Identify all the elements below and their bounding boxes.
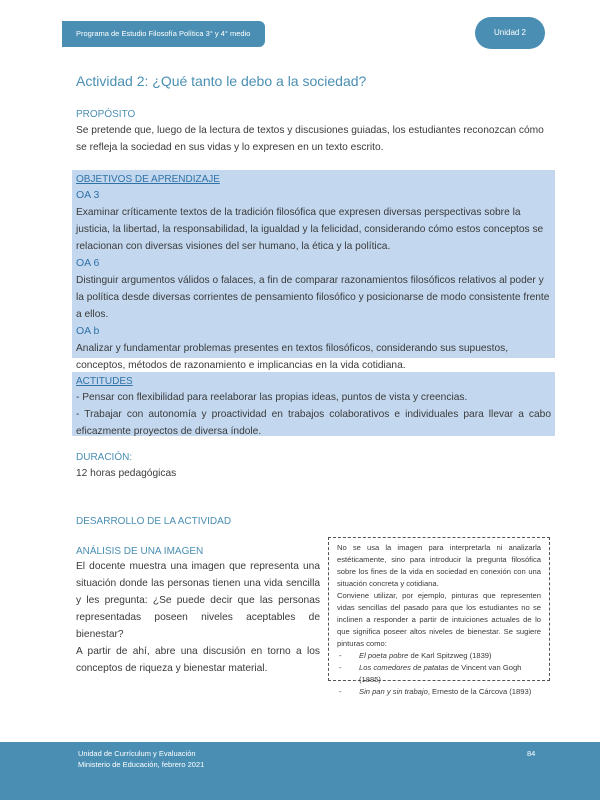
activity-title: Actividad 2: ¿Qué tanto le debo a la sociedad? [76,73,367,89]
painting-author: de Vincent van Gogh (1885) [359,663,522,684]
purpose-text: Se pretende que, luego de la lectura de textos y discusiones guiadas, los estudiantes reconozcan cómo se refleja la sociedad en sus vidas y lo expresen en un texto escrito. [76,125,544,153]
painting-item [337,650,541,662]
oa-text: Analizar y fundamentar problemas presentes en textos filosóficos, considerando sus supuestos, conceptos, métodos de razonamiento e implicancias en la vida cotidiana. [76,343,509,371]
teacher-note [328,537,550,696]
attitude-item: - Pensar con flexibilidad para reelaborar las propias ideas, puntos de vista y creencias. [76,392,468,403]
attitudes-box [72,372,555,436]
oa-code: OA b [76,325,100,337]
painting-title: Sin pan y sin trabajo [359,687,428,696]
oa-text: Distinguir argumentos válidos o falaces, a fin de comparar razonamientos filosóficos relativos al poder y la política desde diversas corrientes de pensamiento filosófico y posicionarse de modo consistente frente a ellos. [76,275,550,320]
painting-item [337,686,541,698]
painting-author: , Ernesto de la Cárcova (1893) [427,687,532,696]
program-banner: Programa de Estudio Filosofía Política 3° y 4° medio [62,21,265,47]
oa-text: Examinar críticamente textos de la tradición filosófica que expresen diversas perspectivas sobre la justicia, la libertad, la responsabilidad, la igualdad y la felicidad, considerando cómo estos conceptos se relacionan con diversas visiones del ser humano, la ética y la política. [76,207,544,252]
development-paragraph: El docente muestra una imagen que representa una situación donde las personas tienen una vida sencilla y les pregunta: ¿Se puede decir que las personas representadas poseen niveles aceptables de bienestar? [76,561,320,640]
purpose-heading: PROPÓSITO [76,109,136,120]
footer-ministry: Ministerio de Educación, febrero 2021 [78,760,205,769]
development-paragraph: A partir de ahí, abre una discusión en torno a los conceptos de riqueza y bienestar material. [76,646,320,674]
footer-unit: Unidad de Currículum y Evaluación [78,749,196,758]
oa-code: OA 6 [76,257,100,269]
development-heading: DESARROLLO DE LA ACTIVIDAD [76,516,232,527]
painting-item [337,662,541,686]
development-text [76,558,320,677]
image-analysis-heading: ANÁLISIS DE UNA IMAGEN [76,546,204,557]
note-paragraph: No se usa la imagen para interpretarla ni analizarla estéticamente, sino para introducir la pregunta filosófica sobre los fines de la vida en sociedad en conexión con una situación concreta y cotidiana. [337,543,541,588]
paintings-list [337,650,541,698]
painting-title: El poeta pobre [359,651,409,660]
painting-title: Los comedores de patatas [359,663,449,672]
duration-text: 12 horas pedagógicas [76,468,177,479]
painting-author: de Karl Spitzweg (1839) [408,651,492,660]
objectives-heading: OBJETIVOS DE APRENDIZAJE [76,174,220,185]
duration-heading: DURACIÓN: [76,452,133,463]
page-footer [0,742,600,800]
attitude-item: - Trabajar con autonomía y proactividad en trabajos colaborativos e individuales para llevar a cabo eficazmente proyectos de diversa índole. [76,409,551,437]
unit-badge: Unidad 2 [475,17,545,49]
page-number: 84 [527,749,536,758]
note-paragraph: Conviene utilizar, por ejemplo, pinturas que representen vidas sencillas del pasado para que los estudiantes no se inclinen a responder a partir de intuiciones actuales de lo que significa poseer altos niveles de bienestar. Se sugiere pinturas como: [337,591,541,648]
objectives-box [72,170,555,371]
attitudes-heading: ACTITUDES [76,376,133,387]
oa-code: OA 3 [76,189,100,201]
